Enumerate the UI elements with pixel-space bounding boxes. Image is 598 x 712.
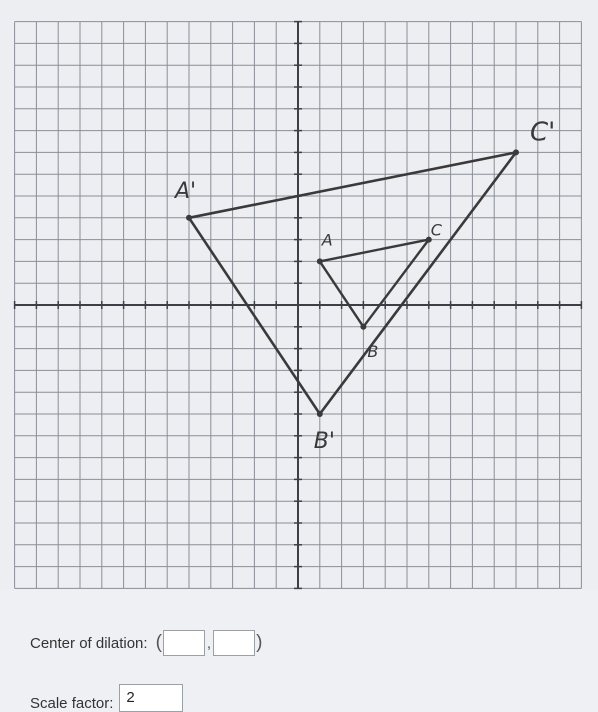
vertex-label: A' [175,178,197,204]
vertex-label: B [367,341,379,361]
scale-factor-input[interactable]: 2 [119,684,183,712]
scale-factor-label: Scale factor: [30,695,114,712]
scale-factor-row [30,684,183,712]
vertex-dot [317,258,323,264]
vertex-dot [317,411,323,417]
vertex-dot [186,215,192,221]
vertex-dot [513,149,519,155]
open-paren: ( [155,632,162,653]
vertex-label: A [321,230,333,250]
center-y-input[interactable] [213,630,255,656]
close-paren: ) [256,632,263,653]
center-of-dilation-row [30,630,263,656]
vertex-dot [360,324,366,330]
center-x-input[interactable] [163,630,205,656]
vertex-label: C [430,220,442,240]
center-of-dilation-label: Center of dilation: [30,634,148,652]
comma: , [206,634,212,652]
vertex-label: C' [530,117,556,148]
vertex-label: B' [313,429,335,454]
